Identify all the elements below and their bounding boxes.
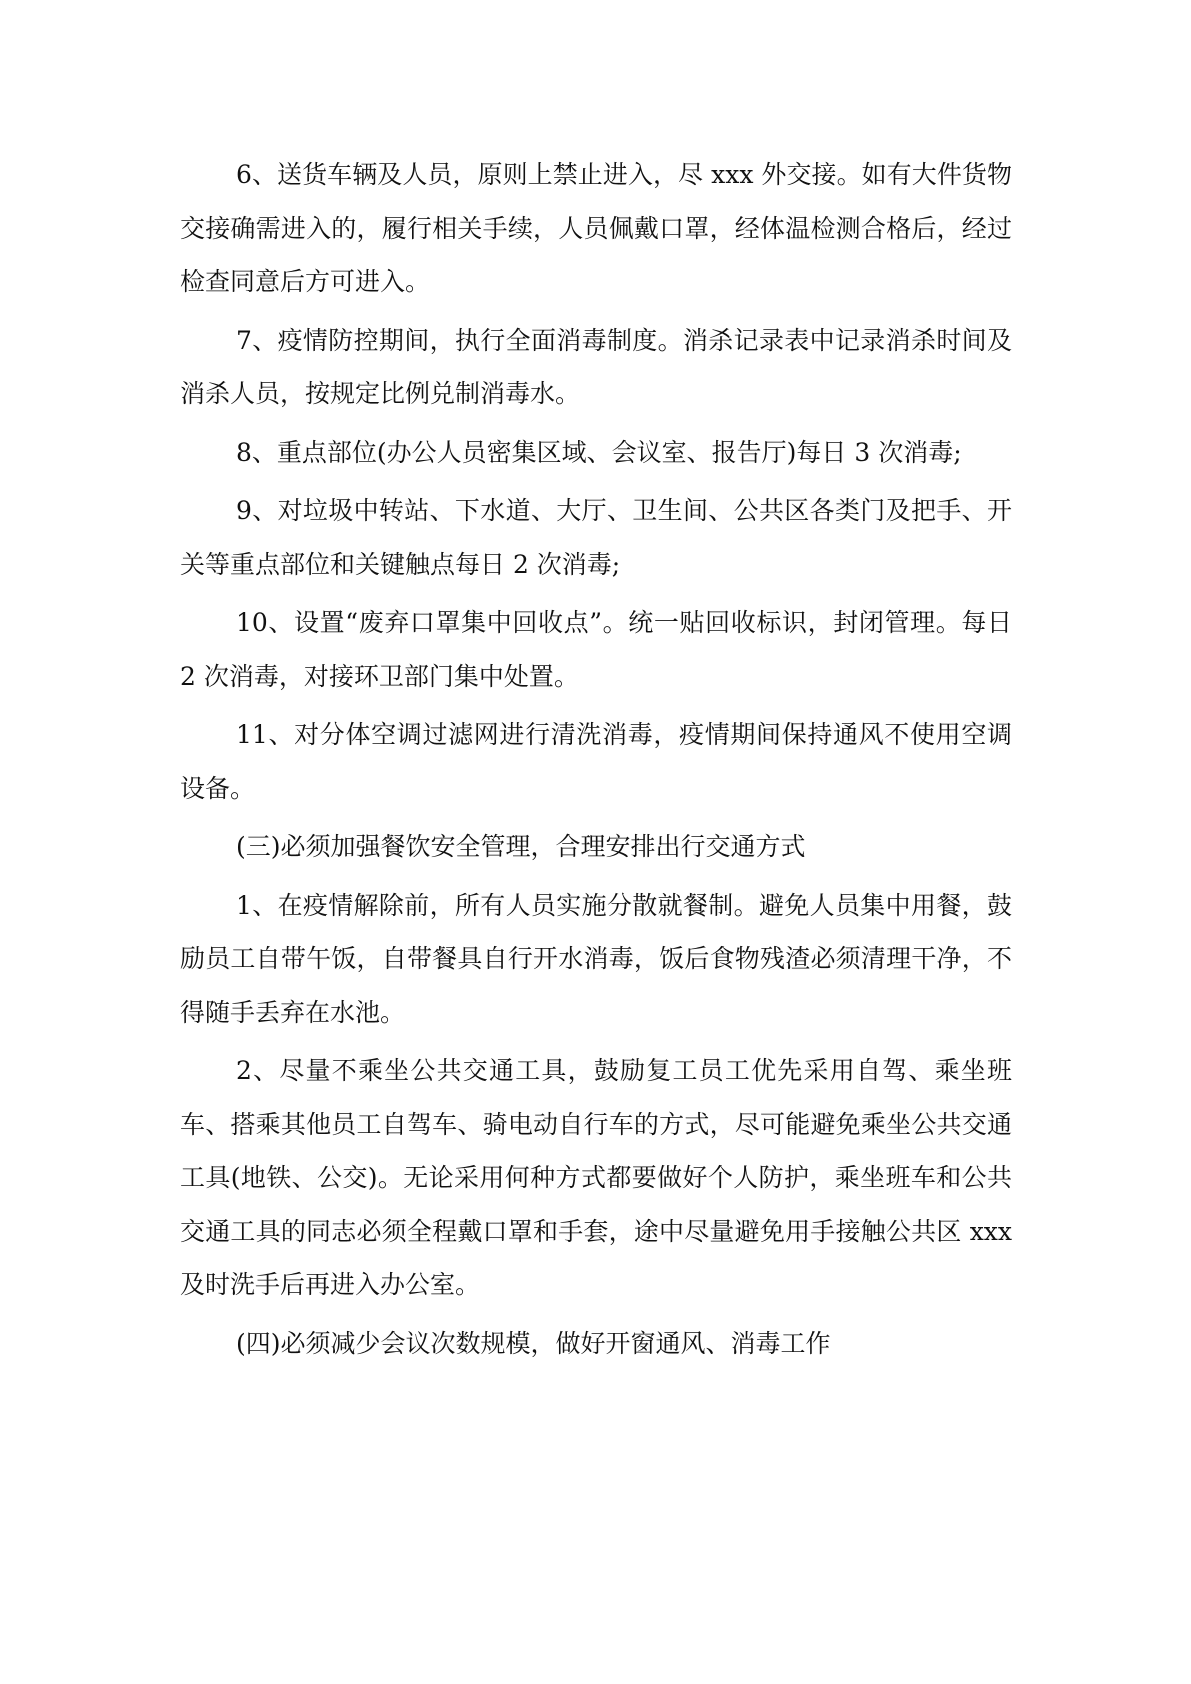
paragraph-item-9-touch-points: 9、对垃圾中转站、下水道、大厅、卫生间、公共区各类门及把手、开关等重点部位和关键触点每日 2 次消毒;	[180, 496, 1012, 579]
paragraph-item-1-dining: 1、在疫情解除前，所有人员实施分散就餐制。避免人员集中用餐，鼓励员工自带午饭，自带餐具自行开水消毒，饭后食物残渣必须清理干净，不得随手丢弃在水池。	[180, 890, 1012, 1027]
paragraph-item-7-disinfection-system: 7、疫情防控期间，执行全面消毒制度。消杀记录表中记录消杀时间及消杀人员，按规定比例兑制消毒水。	[180, 325, 1012, 408]
paragraph-item-8-key-areas: 8、重点部位(办公人员密集区域、会议室、报告厅)每日 3 次消毒;	[236, 437, 962, 467]
document-body	[180, 148, 1012, 1375]
paragraph-item-2-transport: 2、尽量不乘坐公共交通工具，鼓励复工员工优先采用自驾、乘坐班车、搭乘其他员工自驾车、骑电动自行车的方式，尽可能避免乘坐公共交通工具(地铁、公交)。无论采用何种方式都要做好个人防护，乘坐班车和公共交通工具的同志必须全程戴口罩和手套，途中尽量避免用手接触公共区 xxx 及时洗手后再进入办公室。	[180, 1056, 1012, 1299]
paragraph-item-6-delivery: 6、送货车辆及人员，原则上禁止进入，尽 xxx 外交接。如有大件货物交接确需进入的，履行相关手续，人员佩戴口罩，经体温检测合格后，经过检查同意后方可进入。	[180, 160, 1012, 296]
section-heading-3-catering-transport: (三)必须加强餐饮安全管理，合理安排出行交通方式	[236, 832, 806, 861]
paragraph-item-10-mask-collection: 10、设置“废弃口罩集中回收点”。统一贴回收标识，封闭管理。每日 2 次消毒，对接环卫部门集中处置。	[180, 608, 1012, 691]
section-heading-4-meetings: (四)必须减少会议次数规模，做好开窗通风、消毒工作	[236, 1328, 831, 1358]
paragraph-item-11-air-conditioning: 11、对分体空调过滤网进行清洗消毒，疫情期间保持通风不使用空调设备。	[180, 720, 1012, 803]
